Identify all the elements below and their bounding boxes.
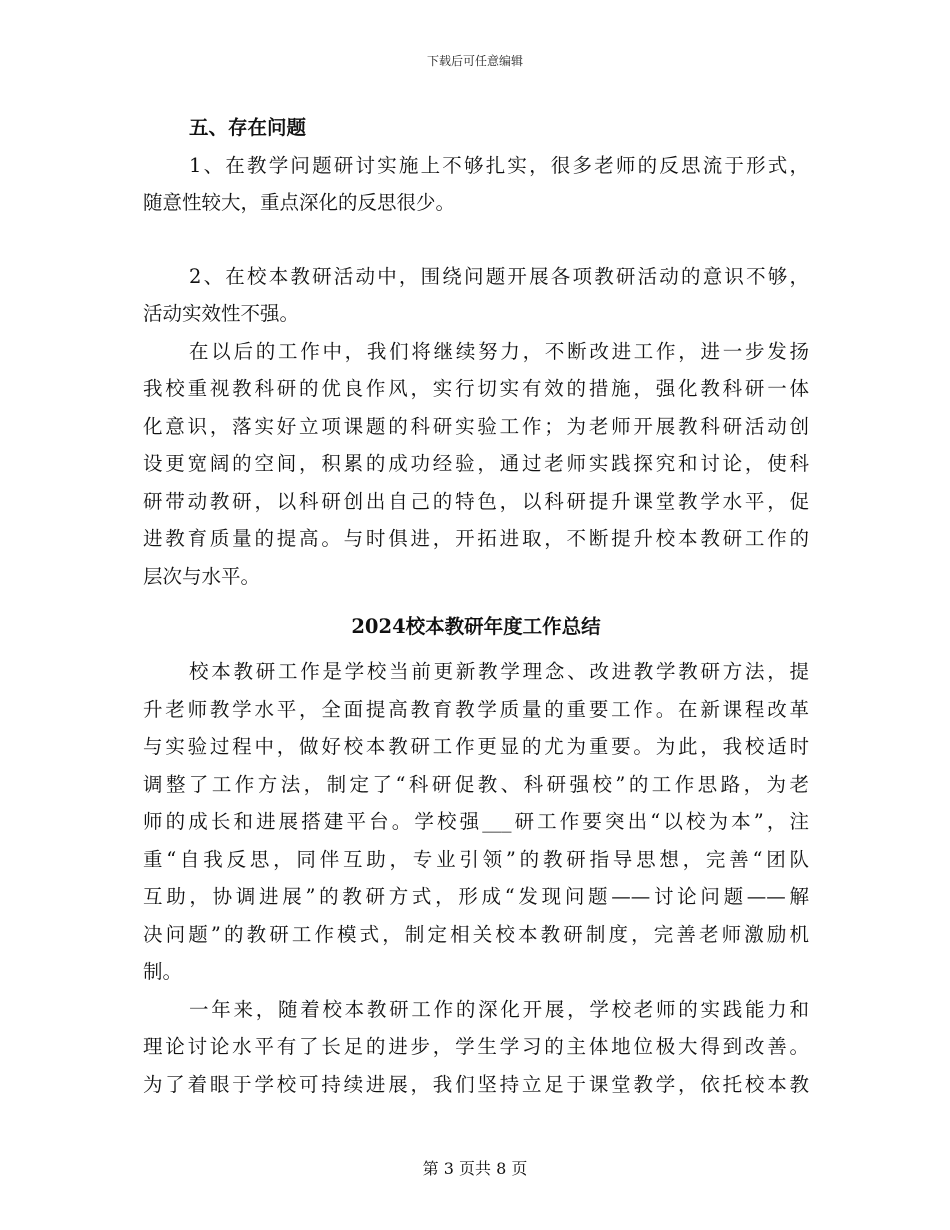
paragraph-line: 进教育质量的提高。与时俱进，开拓进取，不断提升校本教研工作的 (143, 527, 809, 550)
paragraph-line: 我校重视教科研的优良作风，实行切实有效的措施，强化教科研一体 (143, 377, 809, 400)
paragraph-line: 校本教研工作是学校当前更新教学理念、改进教学教研方法，提 (189, 660, 809, 683)
paragraph-line: 决问题”的教研工作模式，制定相关校本教研制度，完善老师激励机 (143, 922, 809, 946)
paragraph-line: 理论讨论水平有了长足的进步，学生学习的主体地位极大得到改善。 (143, 1035, 809, 1058)
paragraph-line: 一年来，随着校本教研工作的深化开展，学校老师的实践能力和 (189, 997, 809, 1021)
paragraph-line: 与实验过程中，做好校本教研工作更显的尤为重要。为此，我校适时 (143, 735, 809, 758)
paragraph-line: 1、在教学问题研讨实施上不够扎实，很多老师的反思流于形式， (189, 153, 809, 177)
paragraph-line: 层次与水平。 (143, 564, 261, 588)
paragraph-line: 调整了工作方法，制定了“科研促教、科研强校”的工作思路，为老 (143, 772, 809, 796)
paragraph-line: 师的成长和进展搭建平台。学校强___研工作要突出“以校为本”，注 (143, 810, 809, 833)
paragraph-line: 互助，协调进展”的教研方式，形成“发现问题——讨论问题——解 (143, 885, 809, 908)
paragraph-line: 研带动教研，以科研创出自己的特色，以科研提升课堂教学水平，促 (143, 489, 809, 513)
blank-gap (143, 222, 809, 258)
paragraph-line: 随意性较大，重点深化的反思很少。 (143, 191, 456, 214)
paragraph-line: 重“自我反思，同伴互助，专业引领”的教研指导思想，完善“团队 (143, 847, 809, 871)
paragraph-line: 升老师教学水平，全面提高教育教学质量的重要工作。在新课程改革 (143, 697, 809, 721)
page-header: 下载后可任意编辑 (426, 54, 523, 68)
document-body (143, 108, 809, 1103)
paragraph-line: 化意识，落实好立项课题的科研实验工作；为老师开展教科研活动创 (143, 414, 809, 438)
paragraph-line: 2、在校本教研活动中，围绕问题开展各项教研活动的意识不够， (189, 264, 809, 288)
paragraph-line: 制。 (143, 960, 183, 983)
paragraph-line: 在以后的工作中，我们将继续努力，不断改进工作，进一步发扬 (189, 339, 809, 363)
document-title: 2024校本教研年度工作总结 (351, 615, 601, 638)
paragraph-line: 设更宽阔的空间，积累的成功经验，通过老师实践探究和讨论，使科 (143, 452, 809, 475)
paragraph-line: 为了着眼于学校可持续进展，我们坚持立足于课堂教学，依托校本教 (143, 1072, 809, 1096)
page-footer: 第 3 页共 8 页 (422, 1159, 528, 1178)
paragraph-line: 活动实效性不强。 (143, 302, 300, 325)
section-heading: 五、存在问题 (189, 116, 307, 139)
